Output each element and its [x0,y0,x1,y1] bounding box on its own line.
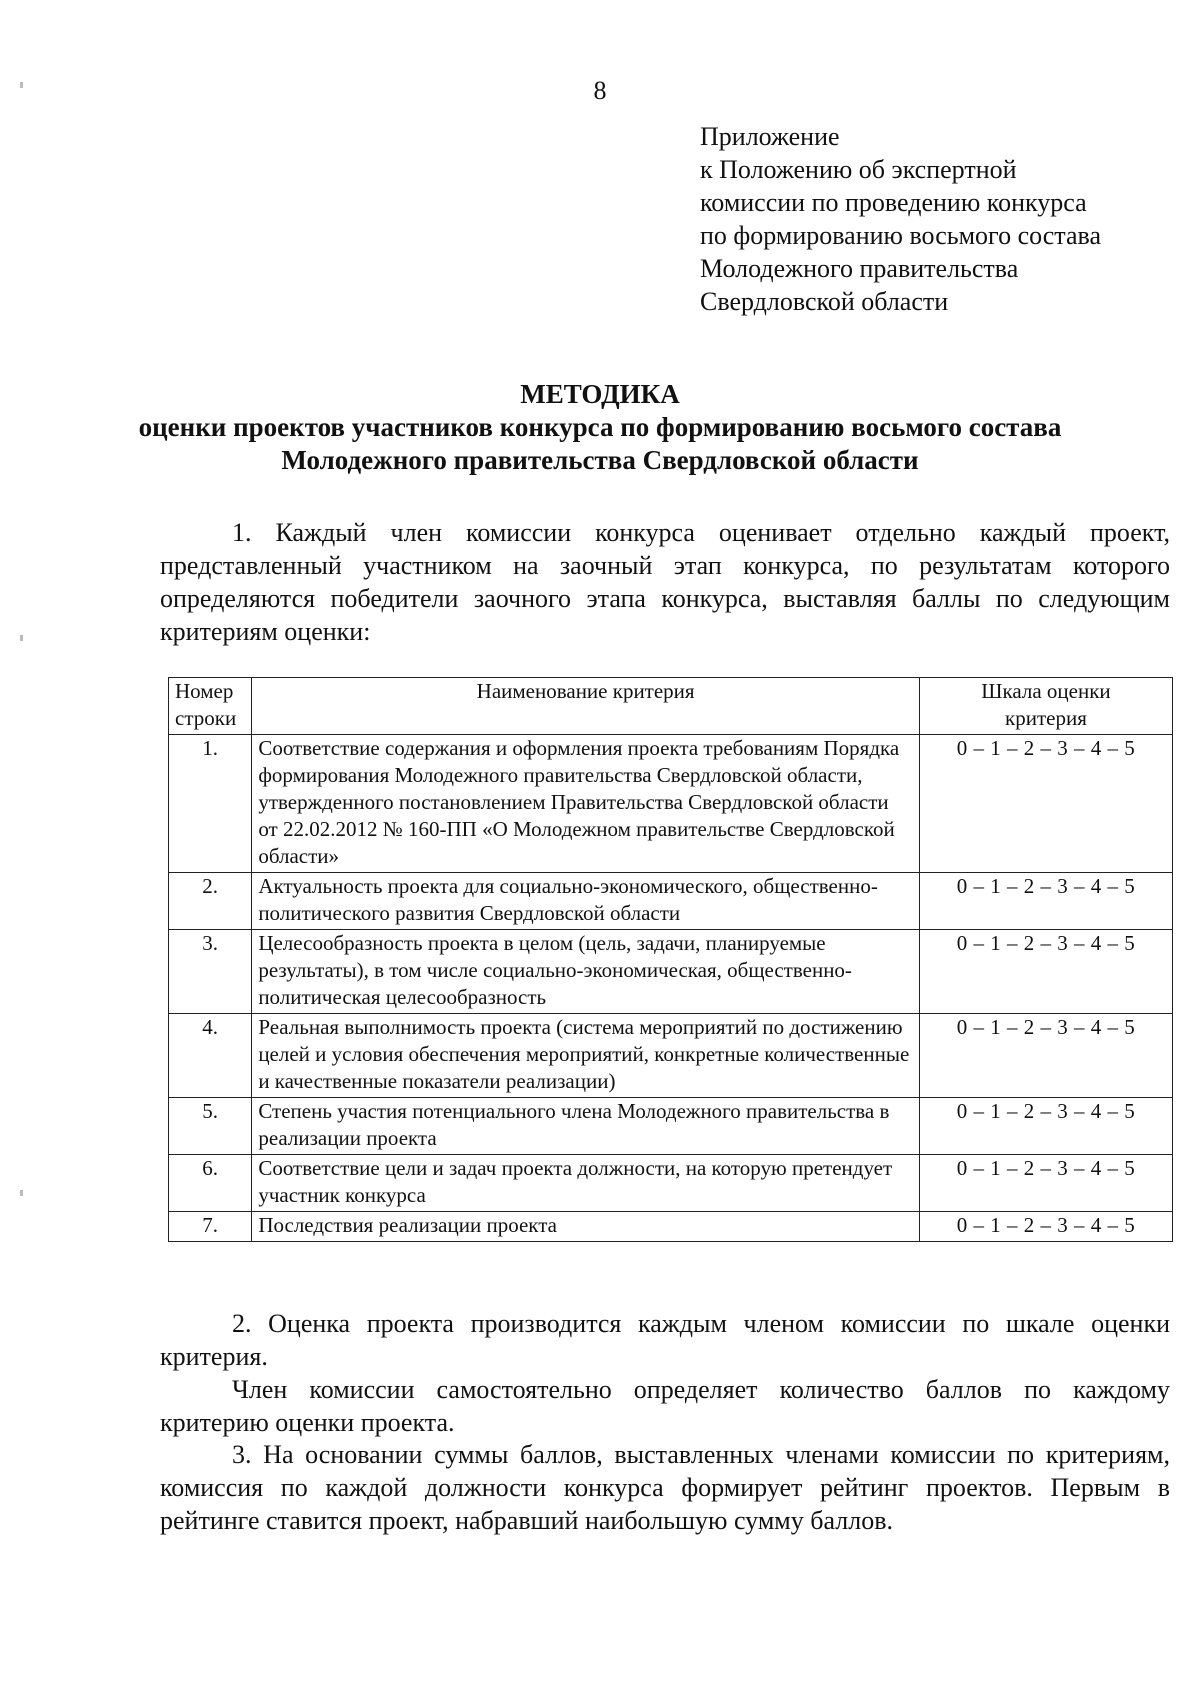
appendix-line: Свердловской области [700,287,949,316]
table-row [169,735,1173,873]
criterion-name: Соответствие содержания и оформления проекта требованиям Порядка формирования Молодежного правительства Свердловской области, утвержденного постановлением Правительства Свердловской области от 22.02.2012 № 160-ПП «О Молодежном правительстве Свердловской области» [252,735,920,873]
criterion-name: Актуальность проекта для социально-экономического, общественно-политического развития Свердловской области [252,873,920,930]
column-header-number [169,678,252,735]
row-number: 7. [169,1212,252,1242]
criterion-scale: 0 – 1 – 2 – 3 – 4 – 5 [919,873,1172,930]
row-number: 6. [169,1155,252,1212]
appendix-line: Молодежного правительства [700,254,1019,283]
page-number: 8 [593,76,607,105]
paragraph-4: 3. На основании суммы баллов, выставленных членами комиссии по критериям, комиссия по каждой должности конкурса формирует рейтинг проектов. Первым в рейтинге ставится проект, набравший наибольшую сумму баллов. [160,1440,1170,1535]
criterion-scale: 0 – 1 – 2 – 3 – 4 – 5 [919,1014,1172,1098]
criterion-name: Реальная выполнимость проекта (система мероприятий по достижению целей и условия обеспечения мероприятий, конкретные количественные и качественные показатели реализации) [252,1014,920,1098]
paragraph-3: Член комиссии самостоятельно определяет количество баллов по каждому критерию оценки проекта. [160,1375,1170,1437]
column-header-scale [919,678,1172,735]
appendix-line: Приложение [700,122,840,151]
criterion-scale: 0 – 1 – 2 – 3 – 4 – 5 [919,1098,1172,1155]
appendix-line: по формированию восьмого состава [700,221,1101,250]
table-row [169,1155,1173,1212]
title-heading: МЕТОДИКА [520,379,680,409]
appendix-block [700,120,1170,318]
paragraph-1: 1. Каждый член комиссии конкурса оценивает отдельно каждый проект, представленный участником на заочный этап конкурса, по результатам которого определяются победители заочного этапа конкурса, выставляя баллы по следующим критериям оценки: [160,518,1170,646]
criteria-table [168,677,1173,1242]
header-number-line: строки [175,706,237,730]
title-line: оценки проектов участников конкурса по формированию восьмого состава [138,412,1062,442]
criterion-name: Соответствие цели и задач проекта должности, на которую претендует участник конкурса [252,1155,920,1212]
table-row [169,873,1173,930]
criterion-name: Степень участия потенциального члена Молодежного правительства в реализации проекта [252,1098,920,1155]
header-scale-line: критерия [1005,706,1087,730]
appendix-line: комиссии по проведению конкурса [700,188,1087,217]
column-header-name: Наименование критерия [252,678,920,735]
table-row [169,1212,1173,1242]
table-header-row [169,678,1173,735]
title-line: Молодежного правительства Свердловской области [281,445,919,475]
row-number: 5. [169,1098,252,1155]
row-number: 4. [169,1014,252,1098]
criterion-name: Последствия реализации проекта [252,1212,920,1242]
scan-margin-mark [20,635,23,641]
table-row [169,1098,1173,1155]
table-row [169,1014,1173,1098]
row-number: 1. [169,735,252,873]
paragraph-2: 2. Оценка проекта производится каждым членом комиссии по шкале оценки критерия. [160,1309,1170,1371]
criterion-name: Целесообразность проекта в целом (цель, задачи, планируемые результаты), в том числе социально-экономическая, общественно-политическая целесообразность [252,930,920,1014]
scan-margin-mark [20,1190,23,1196]
header-scale-line: Шкала оценки [981,679,1111,703]
criterion-scale: 0 – 1 – 2 – 3 – 4 – 5 [919,735,1172,873]
table-row [169,930,1173,1014]
row-number: 3. [169,930,252,1014]
criterion-scale: 0 – 1 – 2 – 3 – 4 – 5 [919,1155,1172,1212]
appendix-line: к Положению об экспертной [700,155,1017,184]
criterion-scale: 0 – 1 – 2 – 3 – 4 – 5 [919,930,1172,1014]
row-number: 2. [169,873,252,930]
document-title [0,378,1200,477]
criterion-scale: 0 – 1 – 2 – 3 – 4 – 5 [919,1212,1172,1242]
header-number-line: Номер [175,679,234,703]
